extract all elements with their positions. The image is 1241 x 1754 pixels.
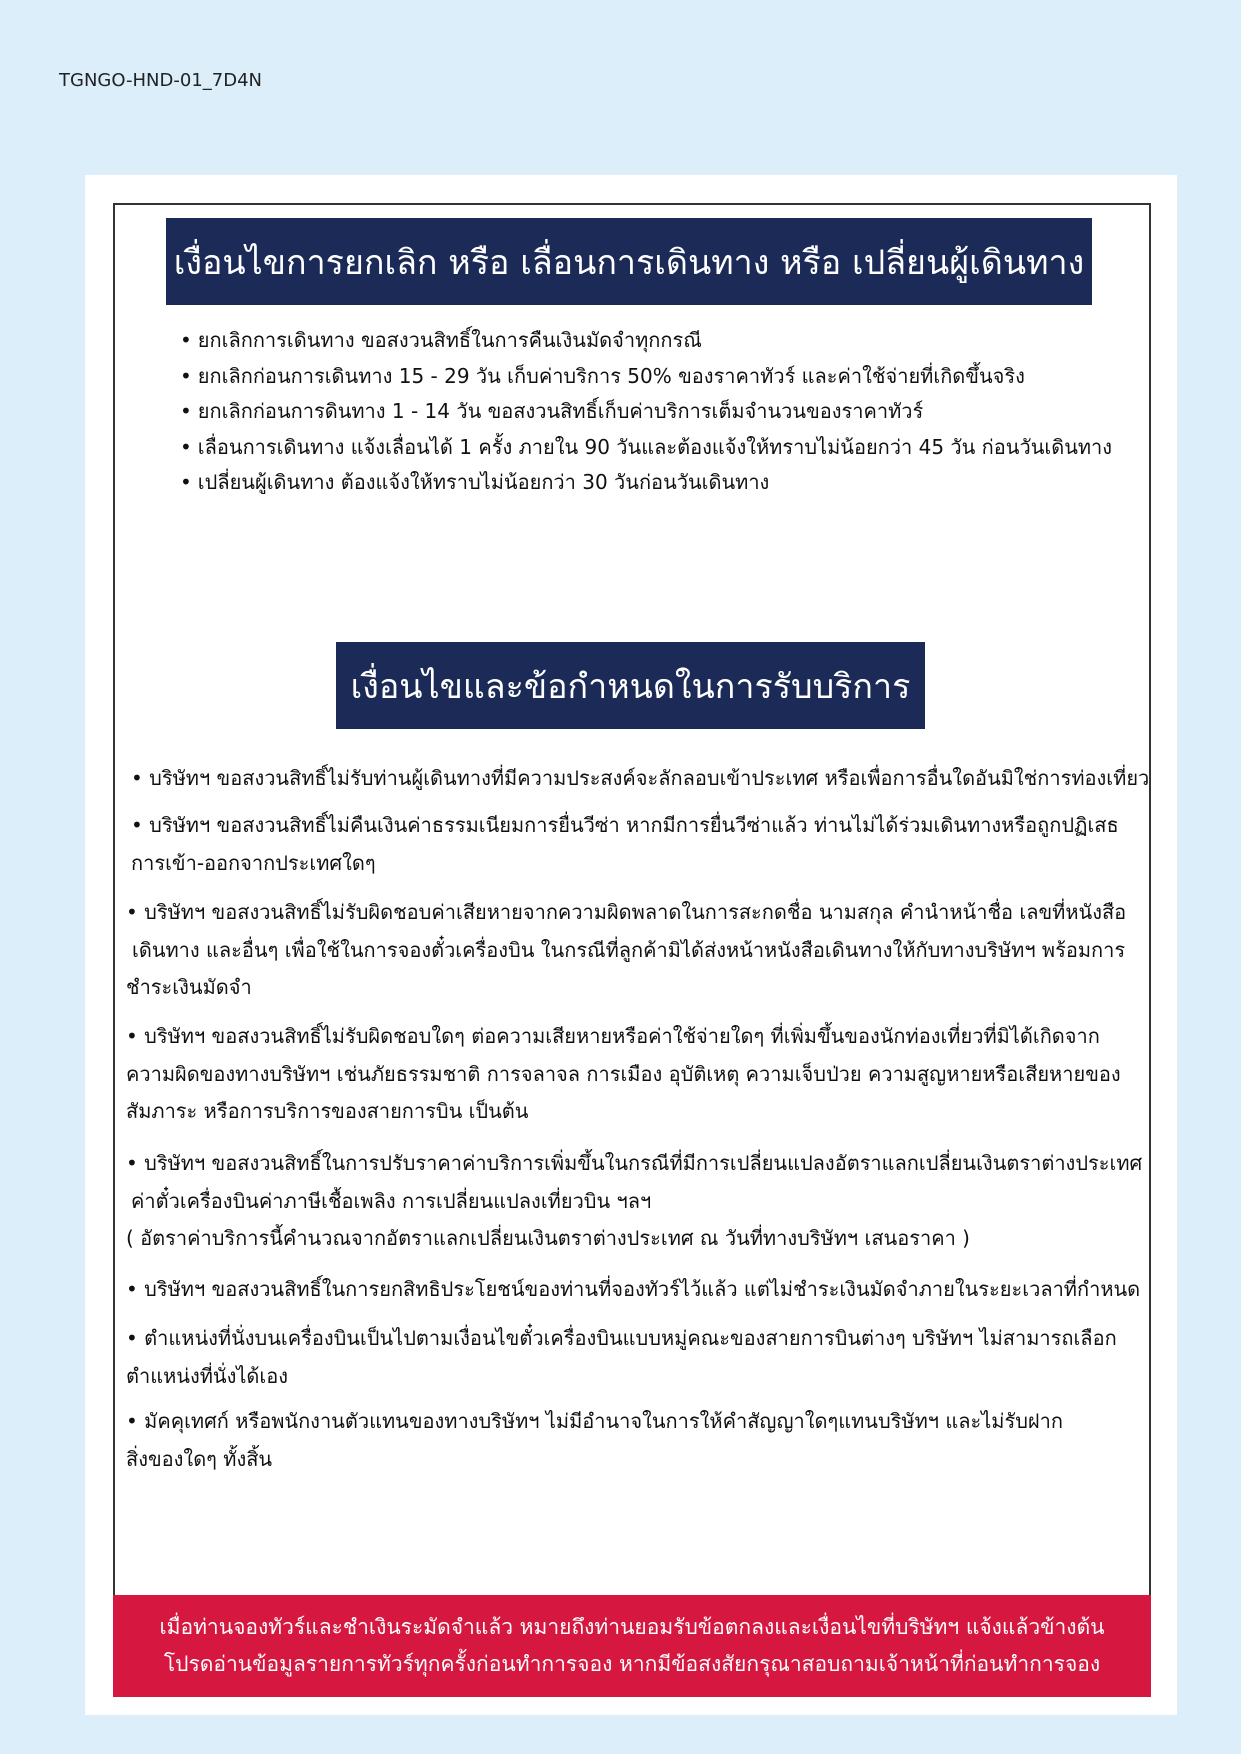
- term-item: • บริษัทฯ ขอสงวนสิทธิ์ไม่รับผิดชอบค่าเสียหายจากความผิดพลาดในการสะกดชื่อ นามสกุล คำนำหน้าชื่อ เลขที่หนังสือ เดินทาง และอื่นๆ เพื่อใช้ในการจองตั๋วเครื่องบิน ในกรณีที่ลูกค้ามิได้ส่งหน้าหนังสือเดินทางให้กับทางบริษัทฯ พร้อมการ ชำระเงินมัดจำ: [126, 900, 1127, 999]
- cancellation-list: [180, 323, 1120, 501]
- list-item: • เลื่อนการเดินทาง แจ้งเลื่อนได้ 1 ครั้ง ภายใน 90 วันและต้องแจ้งให้ทราบไม่น้อยกว่า 45 วัน ก่อนวันเดินทาง: [180, 430, 1120, 466]
- bullet-icon: •: [180, 363, 192, 388]
- term-item: • บริษัทฯ ขอสงวนสิทธิ์ในการปรับราคาค่าบริการเพิ่มขึ้นในกรณีที่มีการเปลี่ยนแปลงอัตราแลกเปลี่ยนเงินตราต่างประเทศ ค่าตั๋วเครื่องบินค่าภาษีเชื้อเพลิง การเปลี่ยนแปลงเที่ยวบิน ฯลฯ ( อัตราค่าบริการนี้คำนวณจากอัตราแลกเปลี่ยนเงินตราต่างประเทศ ณ วันที่ทางบริษัทฯ เสนอราคา ): [126, 1151, 1143, 1250]
- footer-notice: [113, 1595, 1151, 1697]
- list-item: • ยกเลิกการเดินทาง ขอสงวนสิทธิ์ในการคืนเงินมัดจำทุกกรณี: [180, 323, 1120, 359]
- paper-sheet: [85, 175, 1177, 1715]
- term-item: • มัคคุเทศก์ หรือพนักงานตัวแทนของทางบริษัทฯ ไม่มีอำนาจในการให้คำสัญญาใดๆแทนบริษัทฯ และไม่รับฝาก สิ่งของใดๆ ทั้งสิ้น: [126, 1409, 1063, 1471]
- bullet-icon: •: [180, 399, 192, 423]
- term-item: • ตำแหน่งที่นั่งบนเครื่องบินเป็นไปตามเงื่อนไขตั๋วเครื่องบินแบบหมู่คณะของสายการบินต่างๆ บริษัทฯ ไม่สามารถเลือก ตำแหน่งที่นั่งได้เอง: [126, 1326, 1117, 1388]
- term-item: • บริษัทฯ ขอสงวนสิทธิ์ไม่รับท่านผู้เดินทางที่มีความประสงค์จะลักลอบเข้าประเทศ หรือเพื่อการอื่นใดอันมิใช่การท่องเที่ยว: [131, 766, 1150, 790]
- bullet-icon: •: [180, 434, 192, 459]
- list-item: • ยกเลิกก่อนการเดินทาง 15 - 29 วัน เก็บค่าบริการ 50% ของราคาทัวร์ และค่าใช้จ่ายที่เกิดขึ้นจริง: [180, 359, 1120, 395]
- term-item: • บริษัทฯ ขอสงวนสิทธิ์ในการยกสิทธิประโยชน์ของท่านที่จองทัวร์ไว้แล้ว แต่ไม่ชำระเงินมัดจำภายในระยะเวลาที่กำหนด: [126, 1277, 1141, 1301]
- footer-line: โปรดอ่านข้อมูลรายการทัวร์ทุกครั้งก่อนทำการจอง หากมีข้อสงสัยกรุณาสอบถามเจ้าหน้าที่ก่อนทำการจอง: [163, 1652, 1101, 1676]
- document-code: TGNGO-HND-01_7D4N: [59, 70, 263, 91]
- term-item: • บริษัทฯ ขอสงวนสิทธิ์ไม่รับผิดชอบใดๆ ต่อความเสียหายหรือค่าใช้จ่ายใดๆ ที่เพิ่มขึ้นของนักท่องเที่ยวที่มิได้เกิดจาก ความผิดของทางบริษัทฯ เช่นภัยธรรมชาติ การจลาจล การเมือง อุบัติเหตุ ความเจ็บป่วย ความสูญหายหรือเสียหายของ สัมภาระ หรือการบริการของสายการบิน เป็นต้น: [126, 1024, 1121, 1123]
- list-item: • เปลี่ยนผู้เดินทาง ต้องแจ้งให้ทราบไม่น้อยกว่า 30 วันก่อนวันเดินทาง: [180, 465, 1120, 501]
- terms-title: เงื่อนไขและข้อกำหนดในการรับบริการ: [336, 642, 925, 729]
- cancellation-title: เงื่อนไขการยกเลิก หรือ เลื่อนการเดินทาง หรือ เปลี่ยนผู้เดินทาง: [166, 218, 1092, 305]
- term-item: • บริษัทฯ ขอสงวนสิทธิ์ไม่คืนเงินค่าธรรมเนียมการยื่นวีซ่า หากมีการยื่นวีซ่าแล้ว ท่านไม่ได้ร่วมเดินทางหรือถูกปฏิเสธ การเข้า-ออกจากประเทศใดๆ: [131, 813, 1119, 875]
- bullet-icon: •: [180, 470, 192, 494]
- footer-line: เมื่อท่านจองทัวร์และชำเงินระมัดจำแล้ว หมายถึงท่านยอมรับข้อตกลงและเงื่อนไขที่บริษัทฯ แจ้งแล้วข้างต้น: [159, 1615, 1105, 1639]
- list-item: • ยกเลิกก่อนการดินทาง 1 - 14 วัน ขอสงวนสิทธิ์เก็บค่าบริการเต็มจำนวนของราคาทัวร์: [180, 394, 1120, 430]
- bullet-icon: •: [180, 328, 192, 352]
